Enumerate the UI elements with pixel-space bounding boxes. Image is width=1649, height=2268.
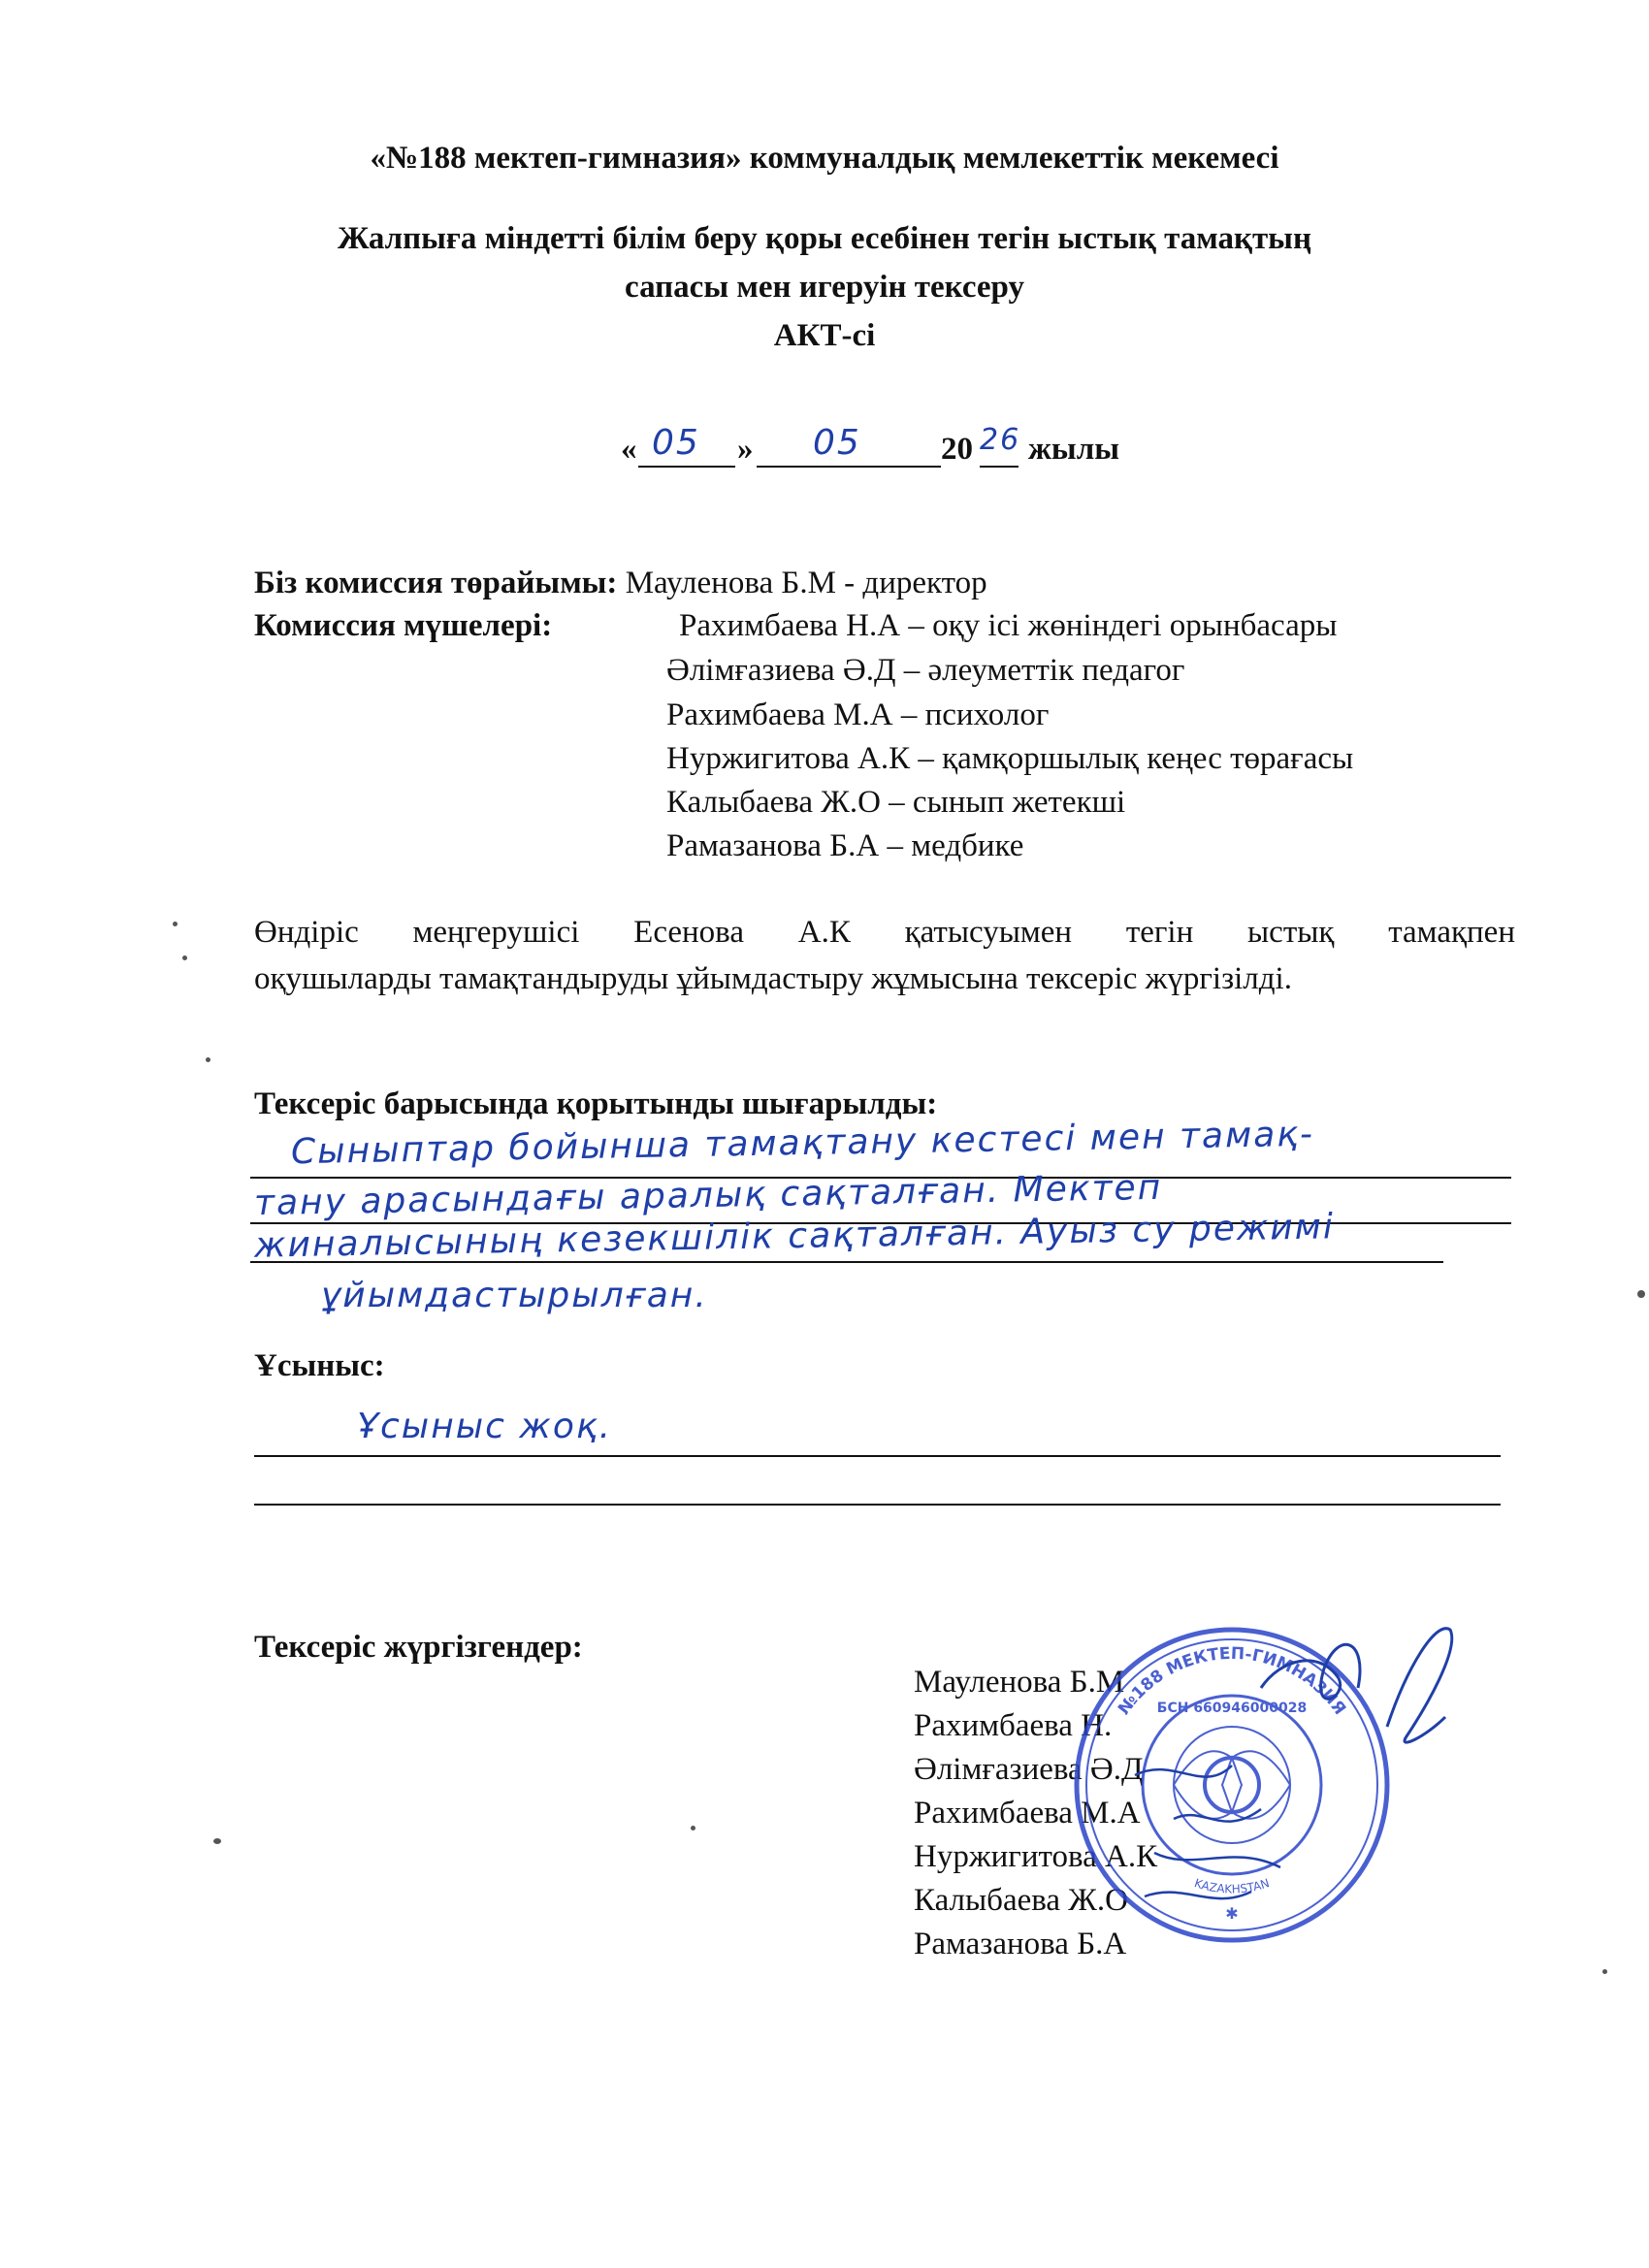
date-year-underline	[980, 466, 1018, 468]
member-item: Калыбаева Ж.О – сынып жетекші	[666, 785, 1126, 820]
conclusion-handwriting-1: Сыныптар бойынша тамақтану кестесі мен тамақ-	[290, 1114, 1315, 1173]
scan-speck	[213, 1838, 221, 1844]
act-title-line-2: сапасы мен игеруін тексеру	[625, 270, 1024, 305]
member-item: Рахимбаева М.А – психолог	[666, 697, 1050, 732]
proposal-line-2	[254, 1504, 1501, 1506]
proposal-line-1	[254, 1455, 1501, 1457]
signatures-label: Тексеріс жүргізгендер:	[254, 1630, 583, 1665]
signatory-name: Рамазанова Б.А	[914, 1927, 1127, 1961]
conclusion-handwriting-4: ұйымдастырылған.	[320, 1276, 708, 1315]
date-day: 05	[652, 423, 700, 463]
institution-name: «№188 мектеп-гимназия» коммуналдық мемлекеттік мекемесі	[370, 141, 1279, 176]
scan-speck	[1602, 1969, 1607, 1974]
signatory-name: Нуржигитова А.К	[914, 1839, 1158, 1874]
stamp-bottom-text: KAZAKHSTAN	[1192, 1876, 1272, 1896]
stamp-top-text: №188 МЕКТЕП-ГИМНАЗИЯ	[1115, 1643, 1350, 1719]
date-year-suffix: 26	[980, 423, 1021, 457]
scan-speck	[182, 956, 187, 960]
conclusion-label: Тексеріс барысында қорытынды шығарылды:	[254, 1086, 938, 1121]
date-month: 05	[813, 423, 861, 463]
signatory-name: Калыбаева Ж.О	[914, 1883, 1128, 1918]
scan-speck	[173, 922, 178, 926]
act-title-line-3: АКТ-сі	[773, 318, 876, 353]
chair-label: Біз комиссия төрайымы:	[254, 566, 618, 600]
signatory-name: Рахимбаева Н.	[914, 1708, 1113, 1743]
intro-paragraph	[254, 909, 1515, 1002]
date-year-word: жылы	[1028, 432, 1119, 467]
act-title-line-1: Жалпыға міндетті білім беру қоры есебінен тегін ыстық тамақтың	[338, 221, 1311, 256]
date-close-quote: »	[737, 432, 754, 467]
chair-value: Мауленова Б.М - директор	[625, 566, 987, 600]
date-month-underline	[757, 466, 941, 468]
signatory-name: Мауленова Б.М	[914, 1665, 1125, 1700]
commission-chair	[254, 566, 987, 601]
member-item: Рамазанова Б.А – медбике	[666, 828, 1024, 863]
conclusion-handwriting-2: тану арасындағы аралық сақталған. Мектеп	[253, 1167, 1163, 1224]
stamp-bin-text: БСН 660946000028	[1156, 1701, 1308, 1716]
scan-speck	[206, 1057, 210, 1062]
date-year-prefix: 20	[941, 432, 973, 467]
date-day-underline	[638, 466, 735, 468]
members-label: Комиссия мүшелері:	[254, 608, 553, 643]
stamp-star: ✱	[1225, 1904, 1239, 1923]
date-open-quote: «	[621, 432, 637, 467]
signatory-name: Рахимбаева М.А	[914, 1796, 1141, 1831]
proposal-label: Ұсыныс:	[254, 1348, 385, 1383]
proposal-handwriting: Ұсыныс жоқ.	[357, 1407, 613, 1446]
scan-speck	[691, 1826, 695, 1831]
member-item: Әлімғазиева Ә.Д – әлеуметтік педагог	[666, 653, 1185, 688]
conclusion-handwriting-3: жиналысының кезекшілік сақталған. Ауыз су режимі	[253, 1207, 1336, 1266]
scan-speck	[1637, 1290, 1645, 1298]
signatory-name: Әлімғазиева Ә.Д	[914, 1752, 1144, 1787]
member-item: Рахимбаева Н.А – оқу ісі жөніндегі орынбасары	[679, 608, 1338, 643]
intro-line-2: оқушыларды тамақтандыруды ұйымдастыру жұмысына тексеріс жүргізілді.	[254, 961, 1292, 996]
intro-line-1: Өндіріс меңгерушісі Есенова А.К қатысуымен тегін ыстық тамақпен	[254, 915, 1515, 950]
member-item: Нуржигитова А.К – қамқоршылық кеңес төрағасы	[666, 741, 1354, 776]
handwritten-signatures	[1116, 1610, 1484, 1921]
